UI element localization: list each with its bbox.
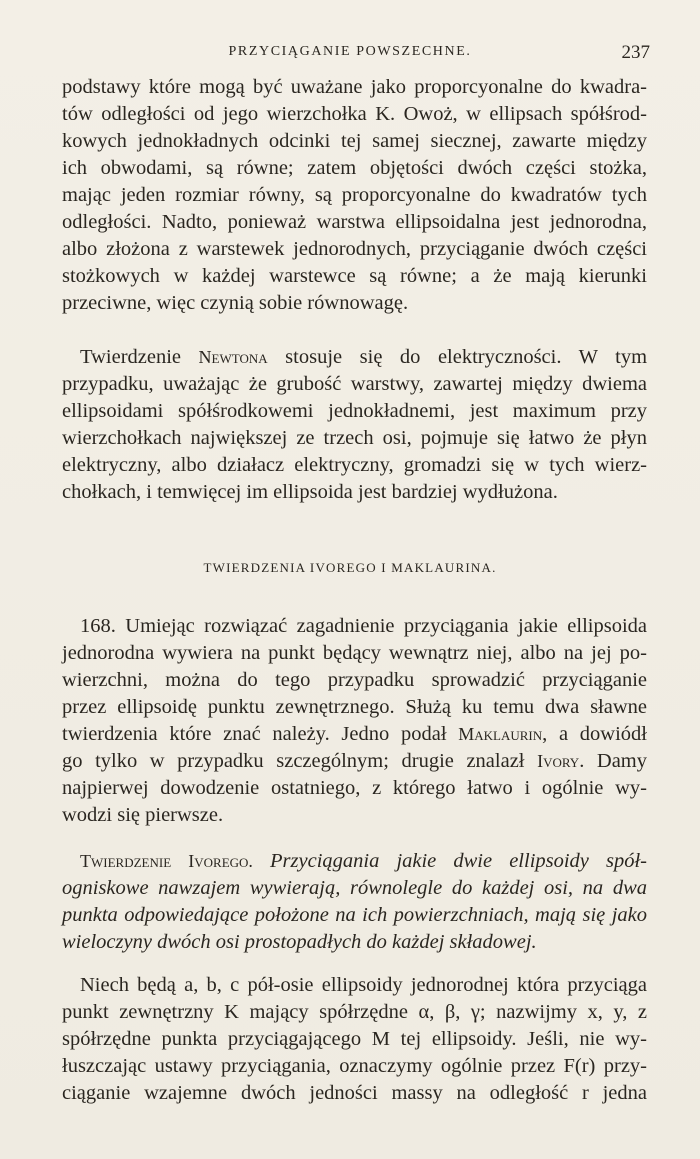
theorem-line: wieloczyny dwóch osi prostopadłych do każdej składowej. [62, 931, 537, 953]
theorem-line: ogniskowe nawzajem wywierają, równolegle do każdej osi, na dwa [62, 877, 647, 899]
theorem-label: Twierdzenie [80, 851, 172, 871]
text-line: przez ellipsoidę punktu zewnętrznego. Służą ku temu dwa sławne [62, 696, 647, 718]
text-line: spółrzędne punkta przyciągającego M tej ellipsoidy. Jeśli, nie wy- [62, 1028, 647, 1050]
text-line [62, 848, 647, 875]
text-fragment: twierdzenia które znać należy. Jedno podał [62, 723, 447, 745]
text-line: wierzchni, można do tego przypadku sprowadzić przyciąganie [62, 669, 647, 691]
text-line: kowych jednokładnych odcinki tej samej siecznej, zawarte między [62, 130, 647, 152]
text-line: albo złożona z warstewek jednorodnych, przyciąganie dwóch części [62, 238, 647, 260]
text-line [62, 721, 647, 748]
text-line: najpierwej dowodzenie ostatniego, z którego łatwo i ogólnie wy- [62, 777, 647, 799]
page-number: 237 [621, 42, 650, 63]
author-name: Newtona [198, 347, 268, 367]
text-fragment: . Damy [579, 750, 647, 772]
text-line: elektryczny, albo działacz elektryczny, gromadzi się w tych wierz- [62, 454, 647, 476]
paragraph-168 [62, 613, 647, 829]
text-line: ich obwodami, są równe; zatem objętości dwóch części stożka, [62, 157, 647, 179]
text-fragment: stosuje się do elektryczności. W tym [285, 346, 648, 368]
text-line: przypadku, uważając że grubość warstwy, zawartej między dwiema [62, 373, 647, 395]
author-name: Ivory [537, 751, 580, 771]
text-line: wierzchołkach największej ze trzech osi, pojmuje się łatwo że płyn [62, 427, 647, 449]
theorem-ivory [62, 848, 647, 956]
text-fragment: , a dowiódł [542, 723, 647, 745]
text-line: stożkowych w każdej warstewce są równe; a że mają kierunki [62, 265, 647, 287]
author-name: Maklaurin [458, 724, 543, 744]
theorem-text: Przyciągania jakie dwie ellipsoidy spół- [270, 850, 648, 872]
section-heading: TWIERDZENIA IVOREGO I MAKLAURINA. [203, 560, 497, 575]
text-line [62, 748, 647, 775]
text-line: ellipsoidami spółśrodkowemi jednokładnemi, jest maximum przy [62, 400, 647, 422]
text-fragment: go tylko w przypadku szczególnym; drugie znalazł [62, 750, 525, 772]
text-line: chołkach, i temwięcej im ellipsoida jest bardziej wydłużona. [62, 481, 558, 503]
text-line: wodzi się pierwsze. [62, 804, 224, 826]
text-line: Niech będą a, b, c pół-osie ellipsoidy jednorodnej która przyciąga [80, 974, 647, 996]
paragraph-proof [62, 972, 647, 1107]
text-line: podstawy które mogą być uważane jako proporcyonalne do kwadra- [62, 76, 647, 98]
text-fragment: Twierdzenie [80, 346, 182, 368]
text-line [62, 344, 647, 371]
paragraph-newton [62, 344, 647, 506]
text-line: przeciwne, więc czynią sobie równowagę. [62, 292, 409, 314]
theorem-line: punkta odpowiedające położone na ich powierzchniach, mają się jako [62, 904, 647, 926]
paragraph-continuation [62, 74, 647, 317]
text-line: punkt zewnętrzny K mający spółrzędne α, β, γ; nazwijmy x, y, z [62, 1001, 647, 1023]
text-line: łuszczając ustawy przyciągania, oznaczymy ogólnie przez F(r) przy- [62, 1055, 647, 1077]
author-name: Ivorego. [188, 851, 253, 871]
text-line: jednorodna wywiera na punkt będący wewnątrz niej, albo na jej po- [62, 642, 647, 664]
text-line: mając jeden rozmiar równy, są proporcyonalne do kwadratów tych [62, 184, 647, 206]
text-line: tów odległości od jego wierzchołka K. Owoż, w ellipsach spółśrod- [62, 103, 647, 125]
text-line: odległości. Nadto, ponieważ warstwa ellipsoidalna jest jednorodna, [62, 211, 647, 233]
text-line: ciąganie wzajemne dwóch jedności massy na odległość r jedna [62, 1082, 647, 1104]
running-title: PRZYCIĄGANIE POWSZECHNE. [228, 44, 472, 59]
page-header [0, 42, 700, 64]
text-line: 168. Umiejąc rozwiązać zagadnienie przyciągania jakie ellipsoida [80, 615, 647, 637]
